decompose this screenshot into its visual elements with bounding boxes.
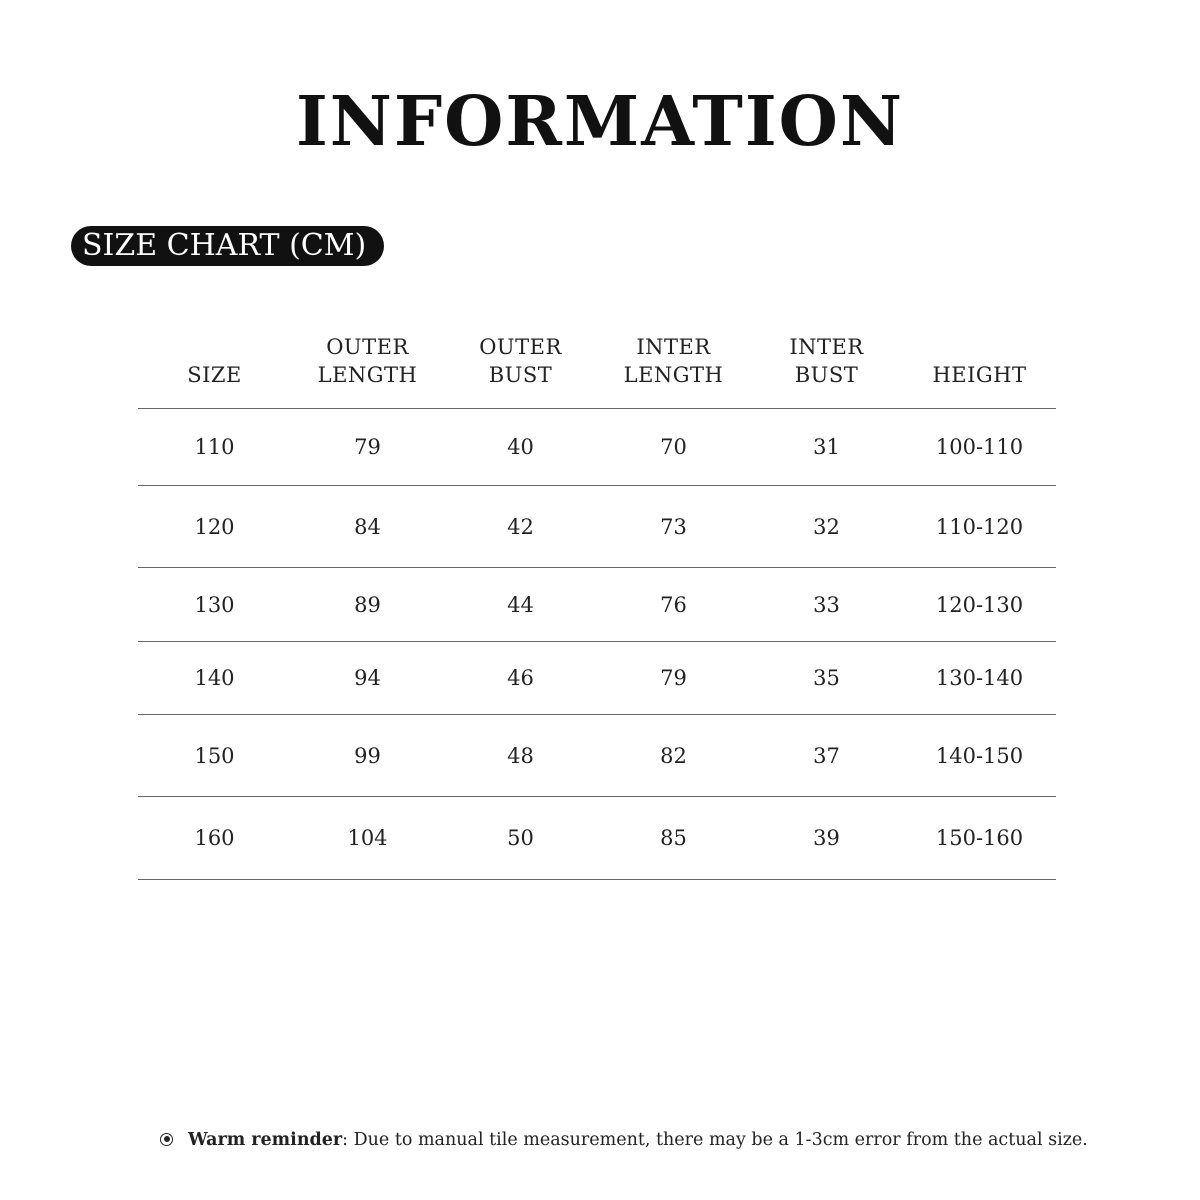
cell-outer-length: 84 bbox=[354, 514, 381, 539]
cell-outer-length: 89 bbox=[354, 592, 381, 617]
cell-outer-length: 94 bbox=[354, 666, 381, 690]
cell-inter-bust: 37 bbox=[813, 743, 840, 768]
cell-height: 120-130 bbox=[935, 592, 1024, 617]
header-line: INTER bbox=[789, 335, 864, 359]
cell-height: 150-160 bbox=[935, 826, 1024, 850]
cell-size: 160 bbox=[194, 826, 235, 850]
cell-inter-bust: 35 bbox=[813, 666, 840, 690]
cell-outer-bust: 46 bbox=[507, 666, 534, 690]
cell-outer-bust: 44 bbox=[507, 592, 534, 617]
table-row bbox=[138, 486, 1056, 568]
radio-icon bbox=[160, 1133, 173, 1146]
reminder-text: : Due to manual tile measurement, there may be a 1-3cm error from the actual size. bbox=[342, 1130, 1088, 1150]
header-line: BUST bbox=[488, 363, 553, 387]
table-row bbox=[138, 642, 1056, 715]
header-line: HEIGHT bbox=[932, 363, 1027, 387]
cell-inter-bust: 33 bbox=[813, 592, 840, 617]
table-row bbox=[138, 409, 1056, 486]
cell-size: 110 bbox=[194, 435, 235, 459]
cell-inter-bust: 39 bbox=[813, 826, 840, 850]
table-row bbox=[138, 568, 1056, 642]
cell-outer-bust: 48 bbox=[507, 743, 534, 768]
header-outer-length bbox=[291, 328, 444, 408]
cell-outer-bust: 50 bbox=[507, 826, 534, 850]
cell-size: 140 bbox=[194, 666, 235, 690]
table-row bbox=[138, 715, 1056, 797]
cell-inter-length: 79 bbox=[660, 666, 687, 690]
cell-outer-bust: 40 bbox=[507, 435, 534, 459]
page-title: INFORMATION bbox=[295, 82, 905, 162]
cell-inter-length: 85 bbox=[660, 826, 687, 850]
header-line: LENGTH bbox=[317, 363, 418, 387]
header-line: OUTER bbox=[326, 335, 409, 359]
cell-inter-length: 82 bbox=[660, 743, 687, 768]
header-line: INTER bbox=[636, 335, 711, 359]
size-chart-table bbox=[138, 328, 1056, 880]
warm-reminder bbox=[160, 1128, 1140, 1152]
header-line: OUTER bbox=[479, 335, 562, 359]
table-row bbox=[138, 797, 1056, 880]
cell-outer-bust: 42 bbox=[507, 514, 534, 539]
cell-height: 110-120 bbox=[935, 514, 1024, 539]
cell-size: 130 bbox=[194, 592, 235, 617]
cell-height: 100-110 bbox=[935, 435, 1024, 459]
header-line: LENGTH bbox=[623, 363, 724, 387]
header-size bbox=[138, 328, 291, 408]
header-height bbox=[903, 328, 1056, 408]
reminder-label: Warm reminder bbox=[188, 1130, 343, 1150]
header-inter-bust bbox=[750, 328, 903, 408]
cell-inter-length: 73 bbox=[660, 514, 687, 539]
size-chart-badge: SIZE CHART (CM) bbox=[71, 226, 384, 266]
header-outer-bust bbox=[444, 328, 597, 408]
cell-size: 120 bbox=[194, 514, 235, 539]
cell-inter-length: 76 bbox=[660, 592, 687, 617]
cell-inter-bust: 31 bbox=[813, 435, 840, 459]
table-header bbox=[138, 328, 1056, 409]
header-line: SIZE bbox=[187, 363, 242, 387]
cell-outer-length: 104 bbox=[347, 826, 388, 850]
header-inter-length bbox=[597, 328, 750, 408]
header-line: BUST bbox=[794, 363, 859, 387]
cell-height: 130-140 bbox=[935, 666, 1024, 690]
cell-height: 140-150 bbox=[935, 743, 1024, 768]
cell-inter-bust: 32 bbox=[813, 514, 840, 539]
cell-size: 150 bbox=[194, 743, 235, 768]
cell-outer-length: 79 bbox=[354, 435, 381, 459]
cell-outer-length: 99 bbox=[354, 743, 381, 768]
cell-inter-length: 70 bbox=[660, 435, 687, 459]
